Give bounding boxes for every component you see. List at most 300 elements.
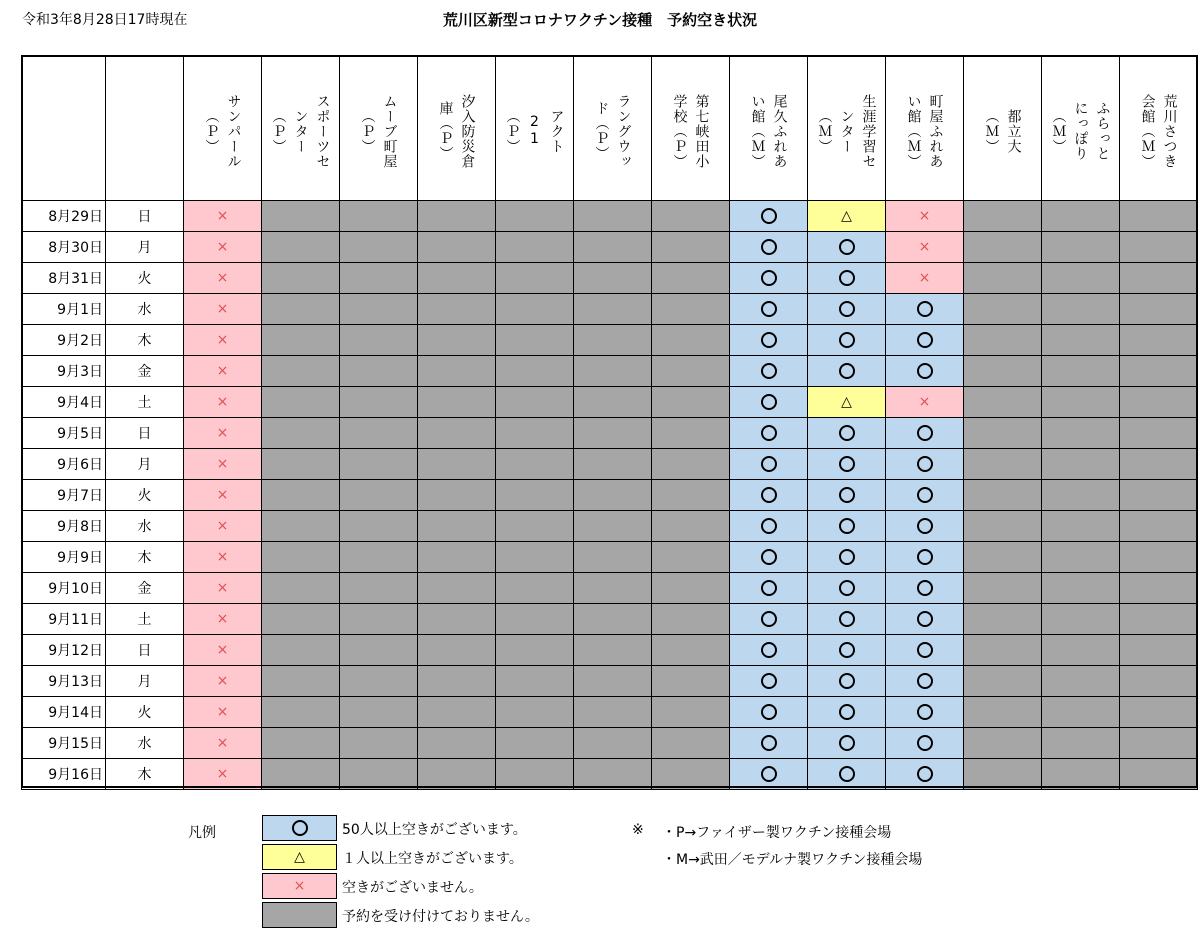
availability-cell [730, 542, 808, 573]
availability-cell [652, 263, 730, 294]
availability-cell [574, 697, 652, 728]
availability-cell [574, 635, 652, 666]
venue-header [496, 56, 574, 201]
availability-cell [1042, 387, 1120, 418]
table-header-row [22, 56, 1198, 201]
availability-cell [496, 449, 574, 480]
weekday-cell: 月 [106, 449, 184, 480]
date-cell: 9月14日 [22, 697, 106, 728]
note-pfizer: ・P→ファイザー製ワクチン接種会場 [662, 825, 892, 841]
availability-cell [652, 418, 730, 449]
circle-icon [761, 208, 777, 224]
availability-cell [262, 542, 340, 573]
availability-cell [730, 263, 808, 294]
venue-name: サンパール （Ｐ） [203, 93, 242, 169]
circle-icon [761, 549, 777, 565]
availability-cell [808, 697, 886, 728]
note-moderna: ・M→武田／モデルナ製ワクチン接種会場 [662, 852, 923, 868]
availability-cell: × [184, 511, 262, 542]
circle-icon [917, 642, 933, 658]
date-cell: 9月1日 [22, 294, 106, 325]
availability-cell [262, 666, 340, 697]
availability-cell [652, 573, 730, 604]
availability-cell [652, 387, 730, 418]
availability-cell [574, 480, 652, 511]
circle-icon [917, 704, 933, 720]
availability-cell [652, 604, 730, 635]
availability-cell [730, 449, 808, 480]
venue-name: 尾久ふれあ い館（Ｍ） [749, 93, 788, 169]
venue-header [886, 56, 964, 201]
availability-cell [1120, 635, 1198, 666]
availability-cell [808, 418, 886, 449]
availability-cell [418, 604, 496, 635]
availability-cell [886, 511, 964, 542]
availability-cell [1042, 356, 1120, 387]
availability-cell [730, 294, 808, 325]
availability-cell [340, 573, 418, 604]
circle-icon [761, 394, 777, 410]
availability-cell [262, 263, 340, 294]
availability-cell [418, 325, 496, 356]
availability-cell [418, 418, 496, 449]
circle-icon [761, 673, 777, 689]
circle-icon [761, 363, 777, 379]
availability-cell [964, 542, 1042, 573]
availability-cell [574, 232, 652, 263]
weekday-cell: 火 [106, 697, 184, 728]
availability-cell [262, 387, 340, 418]
availability-cell [340, 201, 418, 232]
availability-cell [808, 666, 886, 697]
availability-cell [496, 759, 574, 790]
circle-icon [839, 332, 855, 348]
availability-cell [496, 480, 574, 511]
weekday-cell: 木 [106, 759, 184, 790]
availability-cell [1120, 294, 1198, 325]
circle-icon [761, 735, 777, 751]
availability-cell [964, 635, 1042, 666]
availability-cell [418, 449, 496, 480]
venue-name: ラングウッ ド（Ｐ） [593, 93, 632, 169]
availability-cell [1120, 728, 1198, 759]
availability-cell [730, 480, 808, 511]
circle-icon [839, 673, 855, 689]
date-cell: 9月6日 [22, 449, 106, 480]
availability-cell [574, 294, 652, 325]
availability-cell [964, 728, 1042, 759]
availability-cell [730, 232, 808, 263]
availability-cell [574, 666, 652, 697]
venue-header [262, 56, 340, 201]
date-cell: 9月11日 [22, 604, 106, 635]
as-of-timestamp: 令和3年8月28日17時現在 [22, 12, 188, 28]
availability-cell [574, 387, 652, 418]
availability-cell [496, 387, 574, 418]
table-body [22, 201, 1198, 790]
availability-cell [574, 573, 652, 604]
availability-cell [418, 356, 496, 387]
table-row [22, 697, 1198, 728]
availability-cell: × [184, 449, 262, 480]
availability-cell: × [184, 387, 262, 418]
availability-cell [262, 759, 340, 790]
venue-header [652, 56, 730, 201]
availability-cell: × [184, 325, 262, 356]
circle-icon [917, 673, 933, 689]
availability-cell [340, 325, 418, 356]
availability-cell [886, 635, 964, 666]
date-cell: 9月13日 [22, 666, 106, 697]
availability-cell [1042, 511, 1120, 542]
availability-cell [652, 480, 730, 511]
weekday-cell: 月 [106, 666, 184, 697]
availability-cell [496, 604, 574, 635]
availability-cell [1120, 759, 1198, 790]
availability-cell [340, 604, 418, 635]
availability-cell [964, 201, 1042, 232]
availability-cell: × [184, 604, 262, 635]
availability-cell [574, 201, 652, 232]
circle-icon [917, 549, 933, 565]
availability-cell [652, 542, 730, 573]
availability-cell [1042, 232, 1120, 263]
availability-cell [418, 542, 496, 573]
availability-cell [964, 759, 1042, 790]
availability-cell [730, 604, 808, 635]
availability-cell [262, 511, 340, 542]
circle-icon [917, 487, 933, 503]
availability-cell [964, 418, 1042, 449]
availability-cell [262, 294, 340, 325]
weekday-cell: 日 [106, 418, 184, 449]
circle-icon [839, 425, 855, 441]
availability-cell [1042, 449, 1120, 480]
availability-cell: × [886, 263, 964, 294]
availability-cell [652, 325, 730, 356]
availability-cell [886, 294, 964, 325]
availability-cell [808, 573, 886, 604]
table-row [22, 387, 1198, 418]
circle-icon [761, 518, 777, 534]
availability-cell [886, 573, 964, 604]
venue-name: ふらっと にっぽり （Ｍ） [1050, 101, 1111, 161]
circle-icon [761, 301, 777, 317]
availability-cell [496, 542, 574, 573]
availability-cell [496, 325, 574, 356]
availability-cell [262, 604, 340, 635]
legend-text: 50人以上空きがございます。 [342, 822, 527, 838]
circle-icon [839, 611, 855, 627]
availability-cell [1120, 387, 1198, 418]
venue-header [1120, 56, 1198, 201]
table-row [22, 573, 1198, 604]
availability-cell [1120, 201, 1198, 232]
availability-cell [262, 356, 340, 387]
availability-cell [1042, 728, 1120, 759]
availability-cell [574, 325, 652, 356]
availability-cell [418, 387, 496, 418]
availability-cell [340, 728, 418, 759]
availability-cell [418, 728, 496, 759]
weekday-cell: 木 [106, 325, 184, 356]
availability-cell [340, 759, 418, 790]
availability-cell: × [184, 759, 262, 790]
circle-icon [839, 456, 855, 472]
availability-cell [574, 263, 652, 294]
availability-cell [496, 263, 574, 294]
circle-icon [839, 704, 855, 720]
weekday-cell: 月 [106, 232, 184, 263]
availability-cell [418, 232, 496, 263]
availability-cell [418, 294, 496, 325]
note-mark: ※ [632, 822, 644, 838]
availability-cell [964, 325, 1042, 356]
availability-cell [964, 573, 1042, 604]
availability-cell [1120, 573, 1198, 604]
availability-cell [418, 635, 496, 666]
availability-cell [340, 511, 418, 542]
date-cell: 9月16日 [22, 759, 106, 790]
circle-icon [917, 425, 933, 441]
availability-cell [1120, 418, 1198, 449]
venue-name: スポーツセ ンター （Ｐ） [270, 93, 331, 169]
circle-icon [917, 456, 933, 472]
availability-cell [496, 511, 574, 542]
availability-cell [808, 449, 886, 480]
availability-cell [574, 728, 652, 759]
availability-cell [340, 294, 418, 325]
date-cell: 8月31日 [22, 263, 106, 294]
availability-cell: × [184, 666, 262, 697]
availability-cell [1042, 480, 1120, 511]
circle-icon [839, 642, 855, 658]
availability-cell [418, 263, 496, 294]
availability-cell [1042, 325, 1120, 356]
availability-cell [886, 480, 964, 511]
availability-cell [340, 387, 418, 418]
availability-cell [418, 666, 496, 697]
table-row [22, 201, 1198, 232]
circle-icon [761, 456, 777, 472]
availability-cell [340, 263, 418, 294]
weekday-cell: 火 [106, 480, 184, 511]
page-title: 荒川区新型コロナワクチン接種 予約空き状況 [442, 11, 758, 29]
availability-cell [886, 728, 964, 759]
date-cell: 8月30日 [22, 232, 106, 263]
availability-cell: × [184, 697, 262, 728]
availability-cell [886, 542, 964, 573]
availability-cell [340, 666, 418, 697]
availability-cell [730, 759, 808, 790]
availability-cell [964, 666, 1042, 697]
venue-header [730, 56, 808, 201]
availability-cell [1120, 697, 1198, 728]
availability-cell [730, 697, 808, 728]
venue-header [1042, 56, 1120, 201]
availability-cell [808, 511, 886, 542]
availability-cell [730, 201, 808, 232]
circle-icon [839, 766, 855, 782]
weekday-cell: 土 [106, 387, 184, 418]
availability-cell [1042, 604, 1120, 635]
availability-cell [340, 697, 418, 728]
venue-header [340, 56, 418, 201]
availability-cell [652, 759, 730, 790]
table-row [22, 635, 1198, 666]
availability-cell [652, 728, 730, 759]
availability-cell [1120, 511, 1198, 542]
circle-icon [761, 239, 777, 255]
availability-cell [964, 263, 1042, 294]
availability-cell [1042, 759, 1120, 790]
availability-cell: × [184, 418, 262, 449]
venue-header [574, 56, 652, 201]
availability-cell [1120, 356, 1198, 387]
legend-text: 空きがございません。 [342, 880, 483, 896]
availability-cell [1042, 542, 1120, 573]
availability-cell [964, 604, 1042, 635]
availability-cell [1120, 604, 1198, 635]
table-row [22, 325, 1198, 356]
availability-cell: × [184, 232, 262, 263]
circle-icon [917, 611, 933, 627]
availability-cell [964, 697, 1042, 728]
circle-icon [839, 239, 855, 255]
availability-cell [886, 697, 964, 728]
circle-icon [839, 580, 855, 596]
availability-cell [1042, 697, 1120, 728]
venue-name: 汐入防災倉 庫（Ｐ） [437, 93, 476, 169]
availability-cell [574, 604, 652, 635]
availability-cell [964, 356, 1042, 387]
availability-cell [496, 697, 574, 728]
availability-cell [1120, 480, 1198, 511]
circle-icon [917, 301, 933, 317]
circle-icon [839, 518, 855, 534]
date-cell: 9月7日 [22, 480, 106, 511]
table-row [22, 263, 1198, 294]
availability-cell [1042, 666, 1120, 697]
availability-cell [730, 666, 808, 697]
availability-cell [1120, 263, 1198, 294]
availability-cell [886, 666, 964, 697]
availability-cell: × [184, 542, 262, 573]
availability-cell [262, 728, 340, 759]
availability-cell: × [184, 573, 262, 604]
availability-cell [886, 356, 964, 387]
availability-cell [808, 635, 886, 666]
availability-cell [1042, 635, 1120, 666]
availability-cell: × [886, 232, 964, 263]
weekday-cell: 金 [106, 356, 184, 387]
availability-cell [808, 604, 886, 635]
circle-icon [761, 704, 777, 720]
table-row [22, 232, 1198, 263]
availability-cell: × [184, 728, 262, 759]
legend-swatch [262, 902, 337, 928]
availability-cell [418, 759, 496, 790]
circle-icon [917, 363, 933, 379]
weekday-cell: 土 [106, 604, 184, 635]
availability-cell [808, 232, 886, 263]
availability-cell [652, 635, 730, 666]
venue-header [418, 56, 496, 201]
legend-swatch [262, 815, 337, 841]
availability-cell: × [184, 635, 262, 666]
availability-cell [730, 573, 808, 604]
circle-icon [761, 425, 777, 441]
circle-icon [839, 487, 855, 503]
availability-cell [1120, 232, 1198, 263]
availability-cell [262, 449, 340, 480]
availability-cell [418, 697, 496, 728]
availability-cell [1042, 573, 1120, 604]
table-row [22, 666, 1198, 697]
table-row [22, 294, 1198, 325]
availability-cell [262, 325, 340, 356]
availability-cell [964, 387, 1042, 418]
circle-icon [917, 735, 933, 751]
circle-icon [761, 642, 777, 658]
availability-cell [262, 697, 340, 728]
header-day-cell [106, 56, 184, 201]
venue-name: 都立大 （Ｍ） [983, 108, 1022, 154]
weekday-cell: 水 [106, 728, 184, 759]
weekday-cell: 日 [106, 201, 184, 232]
availability-cell [574, 759, 652, 790]
availability-cell [652, 666, 730, 697]
availability-cell: △ [808, 201, 886, 232]
availability-cell [652, 294, 730, 325]
availability-cell [340, 232, 418, 263]
availability-cell [262, 232, 340, 263]
availability-cell: × [886, 387, 964, 418]
date-cell: 9月3日 [22, 356, 106, 387]
availability-cell [496, 232, 574, 263]
venue-name: 第七峡田小 学校（Ｐ） [671, 93, 710, 169]
legend-swatch: △ [262, 844, 337, 870]
availability-cell [574, 356, 652, 387]
venue-name: 生涯学習セ ンター （Ｍ） [816, 93, 877, 169]
venue-header [184, 56, 262, 201]
availability-cell [496, 356, 574, 387]
circle-icon [917, 580, 933, 596]
venue-header [964, 56, 1042, 201]
weekday-cell: 水 [106, 294, 184, 325]
availability-cell [1042, 263, 1120, 294]
weekday-cell: 木 [106, 542, 184, 573]
availability-cell [652, 356, 730, 387]
availability-cell [496, 635, 574, 666]
availability-cell [418, 480, 496, 511]
availability-cell [262, 418, 340, 449]
availability-cell [574, 542, 652, 573]
availability-cell [1042, 201, 1120, 232]
availability-table [21, 55, 1198, 790]
availability-cell [1042, 294, 1120, 325]
availability-cell: × [184, 480, 262, 511]
availability-cell [652, 232, 730, 263]
table-row [22, 480, 1198, 511]
availability-cell [340, 449, 418, 480]
availability-cell [262, 635, 340, 666]
date-cell: 9月15日 [22, 728, 106, 759]
availability-cell [496, 201, 574, 232]
availability-cell [496, 573, 574, 604]
table-row [22, 418, 1198, 449]
availability-cell [886, 604, 964, 635]
